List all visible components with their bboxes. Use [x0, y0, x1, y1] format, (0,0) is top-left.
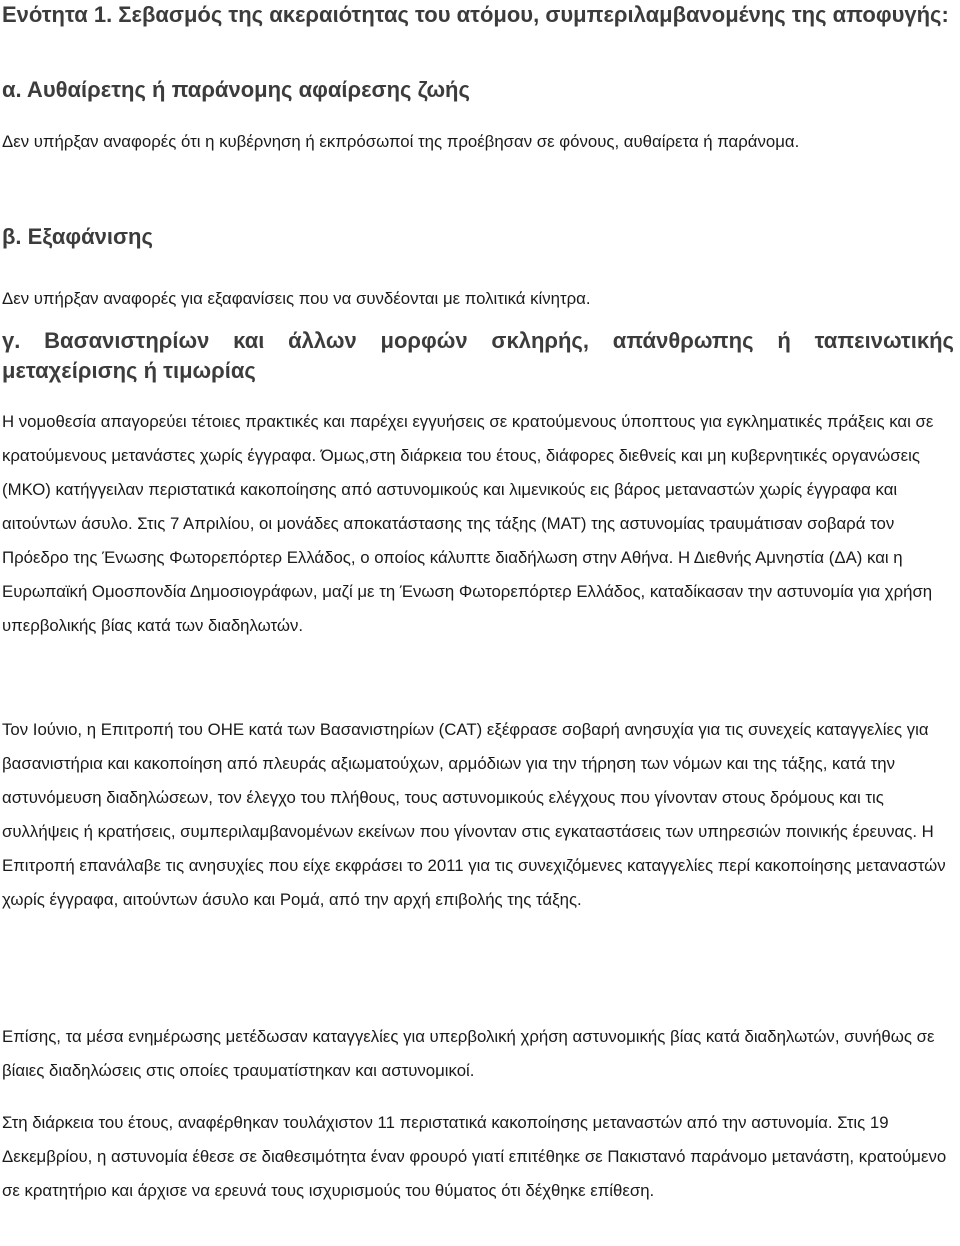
subsection-c-paragraph-1: Η νομοθεσία απαγορεύει τέτοιες πρακτικές και παρέχει εγγυήσεις σε κρατούμενους ύποπτους για εγκληματικές πράξεις και σε κρατούμενους μετανάστες χωρίς έγγραφα. Όμως,στη διάρκεια του έτους, διάφορες διεθνείς και μη κυβερνητικές οργανώσεις (ΜΚΟ) κατήγγειλαν περιστατικά κακοποίησης από αστυνομικούς και λιμενικούς εις βάρος μεταναστών χωρίς έγγραφα και αιτούντων άσυλο. Στις 7 Απριλίου, οι μονάδες αποκατάστασης της τάξης (ΜΑΤ) της αστυνομίας τραυμάτισαν σοβαρά τον Πρόεδρο της Ένωσης Φωτορεπόρτερ Ελλάδος, ο οποίος κάλυπτε διαδήλωση στην Αθήνα. Η Διεθνής Αμνηστία (ΔΑ) και η Ευρωπαϊκή Ομοσπονδία Δημοσιογράφων, μαζί με τη Ένωση Φωτορεπόρτερ Ελλάδος, καταδίκασαν την αστυνομία για χρήση υπερβολικής βίας κατά των διαδηλωτών. [2, 412, 934, 635]
subsection-b-paragraph: Δεν υπήρξαν αναφορές για εξαφανίσεις που να συνδέονται με πολιτικά κίνητρα. [2, 289, 591, 308]
subsection-a-paragraph: Δεν υπήρξαν αναφορές ότι η κυβέρνηση ή εκπρόσωποί της προέβησαν σε φόνους, αυθαίρετα ή παράνομα. [2, 132, 800, 151]
subsection-a-heading: α. Αυθαίρετης ή παράνομης αφαίρεσης ζωής [2, 77, 470, 102]
subsection-b-heading: β. Εξαφάνισης [2, 224, 153, 249]
subsection-c-heading-line1: γ. Βασανιστηρίων και άλλων μορφών σκληρής, απάνθρωπης ή ταπεινωτικής [2, 328, 954, 353]
subsection-c-paragraph-3: Επίσης, τα μέσα ενημέρωσης μετέδωσαν καταγγελίες για υπερβολική χρήση αστυνομικής βίας κατά διαδηλωτών, συνήθως σε βίαιες διαδηλώσεις στις οποίες τραυματίστηκαν και αστυνομικοί. [2, 1027, 935, 1080]
section-title: Ενότητα 1. Σεβασμός της ακεραιότητας του ατόμου, συμπεριλαμβανομένης της αποφυγής: [2, 2, 949, 27]
subsection-c-heading-line2: μεταχείρισης ή τιμωρίας [2, 358, 256, 383]
subsection-c-heading [2, 326, 954, 386]
subsection-c-paragraph-2: Τον Ιούνιο, η Επιτροπή του ΟΗΕ κατά των Βασανιστηρίων (CAT) εξέφρασε σοβαρή ανησυχία για τις συνεχείς καταγγελίες για βασανιστήρια και κακοποίηση από πλευράς αξιωματούχων, αρμόδιων για την τήρηση των νόμων και της τάξης, κατά την αστυνόμευση διαδηλώσεων, τον έλεγχο του πλήθους, τους αστυνομικούς ελέγχους που γίνονταν στους δρόμους και τις συλλήψεις ή κρατήσεις, συμπεριλαμβανομένων εκείνων που γίνονταν στις εγκαταστάσεις των υπηρεσιών ποινικής έρευνας. Η Επιτροπή επανάλαβε τις ανησυχίες που είχε εκφράσει το 2011 για τις συνεχιζόμενες καταγγελίες περί κακοποίησης μεταναστών χωρίς έγγραφα, αιτούντων άσυλο και Ρομά, από την αρχή επιβολής της τάξης. [2, 720, 946, 909]
subsection-c-paragraph-4: Στη διάρκεια του έτους, αναφέρθηκαν τουλάχιστον 11 περιστατικά κακοποίησης μεταναστών από την αστυνομία. Στις 19 Δεκεμβρίου, η αστυνομία έθεσε σε διαθεσιμότητα έναν φρουρό γιατί επιτέθηκε σε Πακιστανό παράνομο μετανάστη, κρατούμενο σε κρατητήριο και άρχισε να ερευνά τους ισχυρισμούς του θύματος ότι δέχθηκε επίθεση. [2, 1113, 947, 1200]
